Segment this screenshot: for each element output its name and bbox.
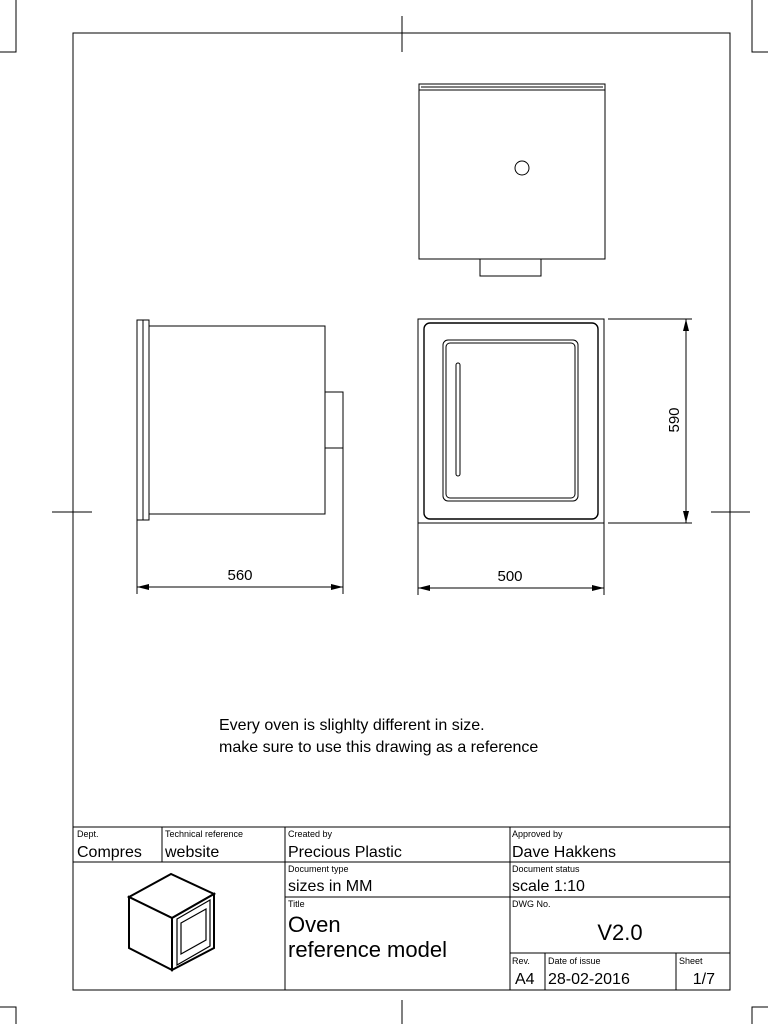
top-view-hole — [515, 161, 529, 175]
corner-mark-bottom-left — [0, 1007, 16, 1024]
sheet-label: Sheet — [679, 956, 703, 966]
dimension-590-label: 590 — [666, 407, 683, 433]
front-view-handle — [456, 363, 460, 476]
sheet-value: 1/7 — [692, 971, 715, 988]
dimension-560 — [137, 448, 343, 594]
approved-by-value: Dave Hakkens — [512, 844, 617, 861]
oven-front-view — [418, 319, 604, 523]
created-by-value: Precious Plastic — [288, 844, 402, 861]
note-line-1: Every oven is slighlty different in size. — [219, 717, 485, 734]
tech-ref-label: Technical reference — [165, 829, 244, 839]
dimension-560-label: 560 — [227, 567, 253, 584]
dimension-500 — [418, 523, 604, 595]
title-line-2: reference model — [288, 937, 447, 962]
top-view-back-box — [480, 259, 541, 276]
approved-by-label: Approved by — [512, 829, 563, 839]
created-by-label: Created by — [288, 829, 333, 839]
front-view-window-outer — [443, 340, 578, 501]
doc-status-value: scale 1:10 — [512, 878, 585, 895]
top-view-body — [419, 90, 605, 259]
date-value: 28-02-2016 — [548, 971, 630, 988]
title-label: Title — [288, 899, 305, 909]
rev-label: Rev. — [512, 956, 530, 966]
front-view-door — [424, 323, 598, 519]
oven-top-view — [419, 84, 605, 276]
rev-value: A4 — [515, 971, 535, 988]
side-view-body — [149, 326, 325, 514]
side-view-back-box — [325, 392, 343, 448]
dwg-no-label: DWG No. — [512, 899, 551, 909]
doc-type-value: sizes in MM — [288, 878, 373, 895]
dimension-500-label: 500 — [497, 568, 523, 585]
dept-value: Compres — [77, 844, 142, 861]
tech-ref-value: website — [165, 844, 220, 861]
oven-isometric-thumbnail — [129, 874, 214, 970]
corner-mark-top-right — [752, 0, 768, 52]
date-label: Date of issue — [548, 956, 601, 966]
dwg-no-value: V2.0 — [597, 920, 643, 945]
front-view-window-inner — [446, 343, 575, 498]
title-line-1: Oven — [288, 912, 341, 937]
oven-side-view — [137, 320, 343, 520]
dept-label: Dept. — [77, 829, 99, 839]
doc-type-label: Document type — [288, 864, 349, 874]
corner-mark-bottom-right — [752, 1007, 768, 1024]
doc-status-label: Document status — [512, 864, 580, 874]
note-line-2: make sure to use this drawing as a reference — [219, 739, 539, 756]
dimension-590 — [608, 319, 692, 523]
reference-note — [219, 717, 538, 756]
corner-mark-top-left — [0, 0, 16, 52]
title-block — [73, 827, 730, 990]
